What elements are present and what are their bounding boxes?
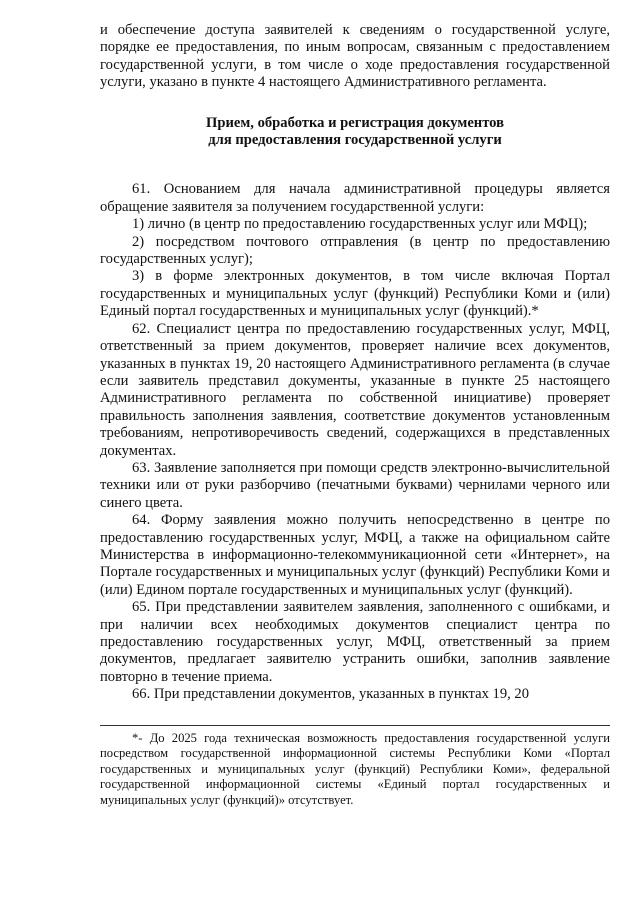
list-item-3: 3) в форме электронных документов, в том числе включая Портал государственных и муниципальных услуг (функций) Республики Коми и (или) Единый портал государственных и муниципальных услуг (функций).* [100,268,610,320]
paragraph-63: 63. Заявление заполняется при помощи средств электронно-вычислительной техники или от руки разборчиво (печатными буквами) чернилами черного или синего цвета. [100,459,610,511]
paragraph-65: 65. При представлении заявителем заявления, заполненного с ошибками, и при наличии всех необходимых документов специалист центра по предоставлению государственных услуг, МФЦ, ответственный за прием документов, предлагает заявителю устранить ошибки, заполнив заявление повторно в течение приема. [100,599,610,685]
list-item-2: 2) посредством почтового отправления (в центр по предоставлению государственных услуг); [100,233,610,268]
paragraph-64: 64. Форму заявления можно получить непосредственно в центре по предоставлению государственных услуг, МФЦ, а также на официальном сайте Министерства в информационно-телекоммуникационной сети «Интернет», на Портале государственных и муниципальных услуг (функций) Республики Коми и (или) Едином портале государственных и муниципальных услуг (функций). [100,512,610,598]
paragraph-66: 66. При представлении документов, указанных в пунктах 19, 20 [132,686,530,703]
section-heading-line-1: Прием, обработка и регистрация документов [206,114,504,131]
intro-paragraph: и обеспечение доступа заявителей к сведениям о государственной услуге, порядке ее предоставления, по иным вопросам, связанным с предоставлением государственной услуги, в том числе о ходе предоставления государственной услуги, указано в пункте 4 настоящего Административного регламента. [100,22,610,91]
section-body [100,181,610,703]
list-item-1: 1) лично (в центр по предоставлению государственных услуг или МФЦ); [132,216,588,233]
section-heading-line-2: для предоставления государственной услуги [208,132,502,149]
footnote-text: *- До 2025 года техническая возможность предоставления государственной услуги посредством государственной информационной системы Республики Коми «Портал государственных и муниципальных услуг (функций) Республики Коми», федеральной государственной информационной системы «Единый портал государственных и муниципальных услуг (функций)» отсутствует. [100,730,610,807]
footnote-block [100,731,610,809]
section-heading [100,115,610,150]
intro-block [100,22,610,92]
paragraph-61: 61. Основанием для начала административной процедуры является обращение заявителя за получением государственной услуги: [100,181,610,215]
footnote-divider [100,725,610,726]
paragraph-62: 62. Специалист центра по предоставлению государственных услуг, МФЦ, ответственный за прием документов, проверяет наличие всех документов, указанных в пунктах 19, 20 настоящего Административного регламента (в случае если заявитель представил документы, указанные в пункте 25 настоящего Административного регламента по собственной инициативе) проверяет правильность заполнения заявления, соответствие документов установленным требованиям, непротиворечивость сведений, содержащихся в представленных документах. [100,320,610,459]
